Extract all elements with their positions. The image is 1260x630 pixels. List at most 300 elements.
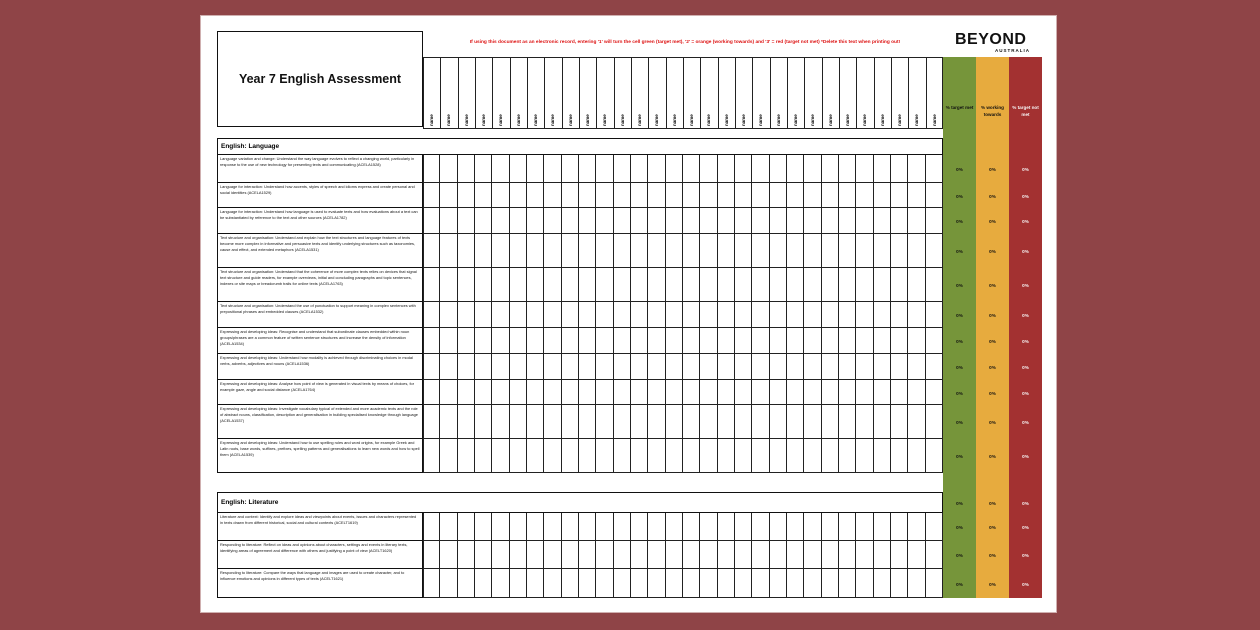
assessment-cell[interactable] — [874, 328, 891, 354]
assessment-cell[interactable] — [562, 405, 579, 439]
assessment-cell[interactable] — [700, 155, 717, 183]
assessment-cell[interactable] — [683, 569, 700, 598]
assessment-cell[interactable] — [683, 155, 700, 183]
student-name-header[interactable] — [718, 57, 735, 129]
assessment-cell[interactable] — [891, 183, 908, 208]
assessment-cell[interactable] — [908, 268, 925, 302]
assessment-cell[interactable] — [475, 541, 492, 569]
assessment-cell[interactable] — [475, 405, 492, 439]
assessment-cell[interactable] — [666, 569, 683, 598]
assessment-cell[interactable] — [891, 380, 908, 405]
assessment-cell[interactable] — [700, 380, 717, 405]
assessment-cell[interactable] — [510, 513, 527, 541]
assessment-cell[interactable] — [700, 354, 717, 380]
assessment-cell[interactable] — [596, 439, 613, 473]
assessment-cell[interactable] — [804, 405, 821, 439]
assessment-cell[interactable] — [735, 513, 752, 541]
assessment-cell[interactable] — [458, 302, 475, 328]
assessment-cell[interactable] — [735, 268, 752, 302]
assessment-cell[interactable] — [735, 439, 752, 473]
assessment-cell[interactable] — [648, 569, 665, 598]
assessment-cell[interactable] — [874, 405, 891, 439]
assessment-cell[interactable] — [735, 302, 752, 328]
assessment-cell[interactable] — [926, 439, 943, 473]
assessment-cell[interactable] — [804, 541, 821, 569]
assessment-cell[interactable] — [839, 354, 856, 380]
assessment-cell[interactable] — [596, 155, 613, 183]
assessment-cell[interactable] — [648, 380, 665, 405]
assessment-cell[interactable] — [666, 183, 683, 208]
student-name-header[interactable] — [787, 57, 804, 129]
assessment-cell[interactable] — [510, 354, 527, 380]
assessment-cell[interactable] — [458, 234, 475, 268]
assessment-cell[interactable] — [822, 569, 839, 598]
assessment-cell[interactable] — [440, 439, 457, 473]
assessment-cell[interactable] — [752, 302, 769, 328]
assessment-cell[interactable] — [648, 328, 665, 354]
student-name-header[interactable] — [423, 57, 440, 129]
assessment-cell[interactable] — [804, 380, 821, 405]
assessment-cell[interactable] — [510, 302, 527, 328]
assessment-cell[interactable] — [527, 183, 544, 208]
assessment-cell[interactable] — [544, 234, 561, 268]
assessment-cell[interactable] — [839, 155, 856, 183]
assessment-cell[interactable] — [492, 569, 509, 598]
assessment-cell[interactable] — [874, 302, 891, 328]
assessment-cell[interactable] — [579, 183, 596, 208]
assessment-cell[interactable] — [648, 208, 665, 234]
assessment-cell[interactable] — [735, 380, 752, 405]
assessment-cell[interactable] — [718, 268, 735, 302]
assessment-cell[interactable] — [874, 155, 891, 183]
assessment-cell[interactable] — [544, 302, 561, 328]
assessment-cell[interactable] — [718, 439, 735, 473]
assessment-cell[interactable] — [510, 569, 527, 598]
assessment-cell[interactable] — [856, 541, 873, 569]
assessment-cell[interactable] — [648, 405, 665, 439]
assessment-cell[interactable] — [874, 513, 891, 541]
assessment-cell[interactable] — [891, 268, 908, 302]
assessment-cell[interactable] — [856, 439, 873, 473]
assessment-cell[interactable] — [683, 439, 700, 473]
assessment-cell[interactable] — [770, 268, 787, 302]
assessment-cell[interactable] — [718, 380, 735, 405]
assessment-cell[interactable] — [458, 328, 475, 354]
assessment-cell[interactable] — [614, 380, 631, 405]
assessment-cell[interactable] — [839, 302, 856, 328]
assessment-cell[interactable] — [562, 302, 579, 328]
assessment-cell[interactable] — [891, 569, 908, 598]
assessment-cell[interactable] — [596, 513, 613, 541]
assessment-cell[interactable] — [874, 380, 891, 405]
assessment-cell[interactable] — [440, 183, 457, 208]
assessment-cell[interactable] — [440, 380, 457, 405]
assessment-cell[interactable] — [440, 569, 457, 598]
student-name-header[interactable] — [926, 57, 943, 129]
assessment-cell[interactable] — [804, 354, 821, 380]
assessment-cell[interactable] — [822, 513, 839, 541]
assessment-cell[interactable] — [475, 183, 492, 208]
assessment-cell[interactable] — [891, 405, 908, 439]
assessment-cell[interactable] — [544, 268, 561, 302]
assessment-cell[interactable] — [527, 208, 544, 234]
assessment-cell[interactable] — [908, 439, 925, 473]
assessment-cell[interactable] — [475, 513, 492, 541]
assessment-cell[interactable] — [475, 569, 492, 598]
assessment-cell[interactable] — [614, 513, 631, 541]
assessment-cell[interactable] — [510, 380, 527, 405]
student-name-header[interactable] — [891, 57, 908, 129]
assessment-cell[interactable] — [666, 234, 683, 268]
assessment-cell[interactable] — [856, 405, 873, 439]
assessment-cell[interactable] — [527, 513, 544, 541]
assessment-cell[interactable] — [787, 380, 804, 405]
assessment-cell[interactable] — [562, 234, 579, 268]
assessment-cell[interactable] — [666, 439, 683, 473]
assessment-cell[interactable] — [527, 354, 544, 380]
assessment-cell[interactable] — [891, 354, 908, 380]
assessment-cell[interactable] — [527, 268, 544, 302]
assessment-cell[interactable] — [631, 234, 648, 268]
assessment-cell[interactable] — [804, 569, 821, 598]
assessment-cell[interactable] — [510, 234, 527, 268]
assessment-cell[interactable] — [822, 183, 839, 208]
student-name-header[interactable] — [596, 57, 613, 129]
assessment-cell[interactable] — [822, 302, 839, 328]
assessment-cell[interactable] — [839, 328, 856, 354]
assessment-cell[interactable] — [718, 405, 735, 439]
assessment-cell[interactable] — [700, 569, 717, 598]
assessment-cell[interactable] — [596, 569, 613, 598]
assessment-cell[interactable] — [527, 569, 544, 598]
assessment-cell[interactable] — [631, 354, 648, 380]
assessment-cell[interactable] — [562, 183, 579, 208]
student-name-header[interactable] — [544, 57, 561, 129]
assessment-cell[interactable] — [926, 268, 943, 302]
assessment-cell[interactable] — [510, 268, 527, 302]
assessment-cell[interactable] — [648, 234, 665, 268]
assessment-cell[interactable] — [787, 354, 804, 380]
assessment-cell[interactable] — [544, 354, 561, 380]
assessment-cell[interactable] — [787, 569, 804, 598]
assessment-cell[interactable] — [423, 405, 440, 439]
assessment-cell[interactable] — [718, 541, 735, 569]
assessment-cell[interactable] — [579, 405, 596, 439]
assessment-cell[interactable] — [614, 354, 631, 380]
assessment-cell[interactable] — [926, 541, 943, 569]
assessment-cell[interactable] — [700, 183, 717, 208]
assessment-cell[interactable] — [562, 513, 579, 541]
assessment-cell[interactable] — [440, 302, 457, 328]
assessment-cell[interactable] — [735, 328, 752, 354]
assessment-cell[interactable] — [666, 541, 683, 569]
assessment-cell[interactable] — [804, 513, 821, 541]
assessment-cell[interactable] — [908, 569, 925, 598]
assessment-cell[interactable] — [770, 328, 787, 354]
assessment-cell[interactable] — [666, 155, 683, 183]
assessment-cell[interactable] — [614, 328, 631, 354]
assessment-cell[interactable] — [891, 439, 908, 473]
assessment-cell[interactable] — [648, 541, 665, 569]
assessment-cell[interactable] — [839, 183, 856, 208]
assessment-cell[interactable] — [579, 234, 596, 268]
assessment-cell[interactable] — [596, 208, 613, 234]
assessment-cell[interactable] — [492, 380, 509, 405]
assessment-cell[interactable] — [510, 328, 527, 354]
student-name-header[interactable] — [562, 57, 579, 129]
assessment-cell[interactable] — [874, 439, 891, 473]
assessment-cell[interactable] — [683, 405, 700, 439]
assessment-cell[interactable] — [683, 328, 700, 354]
assessment-cell[interactable] — [475, 328, 492, 354]
assessment-cell[interactable] — [631, 208, 648, 234]
assessment-cell[interactable] — [458, 155, 475, 183]
student-name-header[interactable] — [735, 57, 752, 129]
student-name-header[interactable] — [510, 57, 527, 129]
assessment-cell[interactable] — [492, 405, 509, 439]
student-name-header[interactable] — [614, 57, 631, 129]
assessment-cell[interactable] — [683, 183, 700, 208]
assessment-cell[interactable] — [804, 268, 821, 302]
assessment-cell[interactable] — [839, 405, 856, 439]
assessment-cell[interactable] — [579, 380, 596, 405]
assessment-cell[interactable] — [475, 268, 492, 302]
assessment-cell[interactable] — [770, 302, 787, 328]
assessment-cell[interactable] — [822, 155, 839, 183]
assessment-cell[interactable] — [666, 354, 683, 380]
assessment-cell[interactable] — [787, 513, 804, 541]
assessment-cell[interactable] — [544, 405, 561, 439]
assessment-cell[interactable] — [926, 183, 943, 208]
assessment-cell[interactable] — [648, 183, 665, 208]
assessment-cell[interactable] — [770, 183, 787, 208]
assessment-cell[interactable] — [596, 234, 613, 268]
assessment-cell[interactable] — [874, 183, 891, 208]
assessment-cell[interactable] — [614, 234, 631, 268]
assessment-cell[interactable] — [648, 439, 665, 473]
assessment-cell[interactable] — [423, 380, 440, 405]
assessment-cell[interactable] — [631, 268, 648, 302]
assessment-cell[interactable] — [787, 405, 804, 439]
assessment-cell[interactable] — [926, 380, 943, 405]
assessment-cell[interactable] — [856, 328, 873, 354]
assessment-cell[interactable] — [787, 183, 804, 208]
assessment-cell[interactable] — [544, 328, 561, 354]
assessment-cell[interactable] — [874, 234, 891, 268]
assessment-cell[interactable] — [770, 380, 787, 405]
assessment-cell[interactable] — [475, 234, 492, 268]
assessment-cell[interactable] — [562, 439, 579, 473]
student-name-header[interactable] — [874, 57, 891, 129]
assessment-cell[interactable] — [562, 569, 579, 598]
assessment-cell[interactable] — [700, 439, 717, 473]
assessment-cell[interactable] — [666, 405, 683, 439]
student-name-header[interactable] — [475, 57, 492, 129]
assessment-cell[interactable] — [614, 405, 631, 439]
assessment-cell[interactable] — [631, 541, 648, 569]
assessment-cell[interactable] — [423, 541, 440, 569]
assessment-cell[interactable] — [458, 513, 475, 541]
assessment-cell[interactable] — [596, 302, 613, 328]
assessment-cell[interactable] — [891, 155, 908, 183]
assessment-cell[interactable] — [874, 541, 891, 569]
assessment-cell[interactable] — [718, 354, 735, 380]
assessment-cell[interactable] — [856, 569, 873, 598]
assessment-cell[interactable] — [752, 155, 769, 183]
student-name-header[interactable] — [752, 57, 769, 129]
assessment-cell[interactable] — [752, 513, 769, 541]
assessment-cell[interactable] — [423, 354, 440, 380]
assessment-cell[interactable] — [856, 380, 873, 405]
assessment-cell[interactable] — [770, 439, 787, 473]
assessment-cell[interactable] — [510, 208, 527, 234]
assessment-cell[interactable] — [510, 439, 527, 473]
assessment-cell[interactable] — [614, 541, 631, 569]
assessment-cell[interactable] — [510, 541, 527, 569]
assessment-cell[interactable] — [908, 328, 925, 354]
assessment-cell[interactable] — [926, 208, 943, 234]
assessment-cell[interactable] — [492, 541, 509, 569]
assessment-cell[interactable] — [579, 513, 596, 541]
assessment-cell[interactable] — [492, 183, 509, 208]
assessment-cell[interactable] — [856, 302, 873, 328]
assessment-cell[interactable] — [492, 328, 509, 354]
assessment-cell[interactable] — [926, 354, 943, 380]
assessment-cell[interactable] — [718, 208, 735, 234]
assessment-cell[interactable] — [856, 354, 873, 380]
assessment-cell[interactable] — [718, 155, 735, 183]
assessment-cell[interactable] — [700, 328, 717, 354]
assessment-cell[interactable] — [423, 234, 440, 268]
assessment-cell[interactable] — [544, 208, 561, 234]
assessment-cell[interactable] — [527, 328, 544, 354]
assessment-cell[interactable] — [458, 208, 475, 234]
assessment-cell[interactable] — [891, 208, 908, 234]
assessment-cell[interactable] — [718, 513, 735, 541]
assessment-cell[interactable] — [926, 155, 943, 183]
assessment-cell[interactable] — [458, 569, 475, 598]
assessment-cell[interactable] — [874, 268, 891, 302]
assessment-cell[interactable] — [544, 439, 561, 473]
assessment-cell[interactable] — [614, 268, 631, 302]
assessment-cell[interactable] — [527, 405, 544, 439]
assessment-cell[interactable] — [458, 405, 475, 439]
assessment-cell[interactable] — [492, 234, 509, 268]
assessment-cell[interactable] — [718, 302, 735, 328]
assessment-cell[interactable] — [770, 234, 787, 268]
assessment-cell[interactable] — [908, 513, 925, 541]
assessment-cell[interactable] — [579, 354, 596, 380]
assessment-cell[interactable] — [631, 380, 648, 405]
assessment-cell[interactable] — [648, 302, 665, 328]
assessment-cell[interactable] — [527, 439, 544, 473]
assessment-cell[interactable] — [666, 208, 683, 234]
assessment-cell[interactable] — [752, 541, 769, 569]
assessment-cell[interactable] — [908, 208, 925, 234]
assessment-cell[interactable] — [804, 208, 821, 234]
assessment-cell[interactable] — [700, 302, 717, 328]
assessment-cell[interactable] — [666, 268, 683, 302]
assessment-cell[interactable] — [683, 513, 700, 541]
assessment-cell[interactable] — [752, 405, 769, 439]
student-name-header[interactable] — [770, 57, 787, 129]
assessment-cell[interactable] — [735, 208, 752, 234]
assessment-cell[interactable] — [735, 354, 752, 380]
assessment-cell[interactable] — [614, 302, 631, 328]
assessment-cell[interactable] — [596, 183, 613, 208]
assessment-cell[interactable] — [804, 439, 821, 473]
assessment-cell[interactable] — [614, 569, 631, 598]
assessment-cell[interactable] — [908, 183, 925, 208]
assessment-cell[interactable] — [579, 328, 596, 354]
assessment-cell[interactable] — [718, 183, 735, 208]
assessment-cell[interactable] — [423, 208, 440, 234]
assessment-cell[interactable] — [926, 328, 943, 354]
assessment-cell[interactable] — [631, 513, 648, 541]
assessment-cell[interactable] — [579, 208, 596, 234]
assessment-cell[interactable] — [683, 380, 700, 405]
assessment-cell[interactable] — [770, 569, 787, 598]
assessment-cell[interactable] — [492, 439, 509, 473]
assessment-cell[interactable] — [718, 569, 735, 598]
assessment-cell[interactable] — [596, 380, 613, 405]
assessment-cell[interactable] — [631, 183, 648, 208]
assessment-cell[interactable] — [700, 513, 717, 541]
assessment-cell[interactable] — [631, 328, 648, 354]
assessment-cell[interactable] — [770, 155, 787, 183]
assessment-cell[interactable] — [822, 328, 839, 354]
assessment-cell[interactable] — [822, 405, 839, 439]
assessment-cell[interactable] — [822, 439, 839, 473]
assessment-cell[interactable] — [423, 302, 440, 328]
assessment-cell[interactable] — [752, 183, 769, 208]
assessment-cell[interactable] — [735, 405, 752, 439]
assessment-cell[interactable] — [770, 541, 787, 569]
assessment-cell[interactable] — [614, 208, 631, 234]
assessment-cell[interactable] — [614, 439, 631, 473]
assessment-cell[interactable] — [648, 354, 665, 380]
assessment-cell[interactable] — [423, 183, 440, 208]
assessment-cell[interactable] — [544, 569, 561, 598]
assessment-cell[interactable] — [770, 354, 787, 380]
assessment-cell[interactable] — [527, 234, 544, 268]
assessment-cell[interactable] — [752, 208, 769, 234]
assessment-cell[interactable] — [527, 541, 544, 569]
student-name-header[interactable] — [908, 57, 925, 129]
assessment-cell[interactable] — [666, 328, 683, 354]
assessment-cell[interactable] — [631, 302, 648, 328]
assessment-cell[interactable] — [787, 208, 804, 234]
assessment-cell[interactable] — [891, 513, 908, 541]
student-name-header[interactable] — [700, 57, 717, 129]
assessment-cell[interactable] — [440, 354, 457, 380]
assessment-cell[interactable] — [822, 354, 839, 380]
assessment-cell[interactable] — [579, 302, 596, 328]
student-name-header[interactable] — [579, 57, 596, 129]
assessment-cell[interactable] — [648, 268, 665, 302]
assessment-cell[interactable] — [458, 268, 475, 302]
assessment-cell[interactable] — [562, 541, 579, 569]
assessment-cell[interactable] — [423, 155, 440, 183]
assessment-cell[interactable] — [839, 268, 856, 302]
assessment-cell[interactable] — [475, 380, 492, 405]
assessment-cell[interactable] — [874, 354, 891, 380]
assessment-cell[interactable] — [683, 541, 700, 569]
assessment-cell[interactable] — [492, 268, 509, 302]
assessment-cell[interactable] — [579, 439, 596, 473]
assessment-cell[interactable] — [458, 439, 475, 473]
assessment-cell[interactable] — [908, 234, 925, 268]
